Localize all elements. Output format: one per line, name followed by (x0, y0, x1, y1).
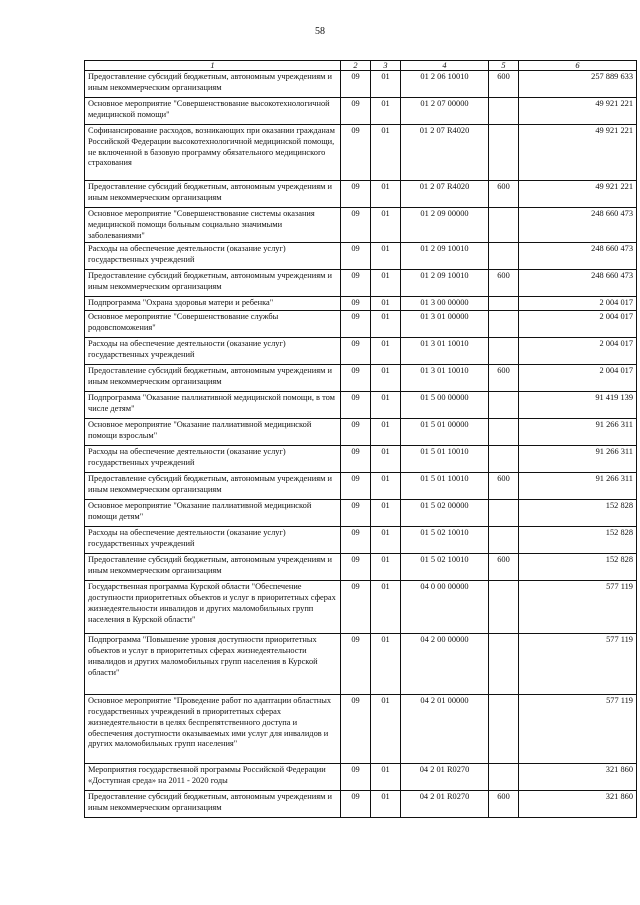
row-name-cell: Предоставление субсидий бюджетным, автономным учреждениям и иным некоммерческим организациям (85, 473, 341, 500)
row-name-cell: Предоставление субсидий бюджетным, автономным учреждениям и иным некоммерческим организациям (85, 554, 341, 581)
row-target-cell: 01 5 00 00000 (401, 392, 489, 419)
page-number: 58 (315, 26, 325, 37)
table-header-row (85, 61, 637, 71)
table-row (85, 243, 637, 270)
row-target-cell: 01 2 09 10010 (401, 270, 489, 297)
column-header: 1 (85, 61, 341, 71)
row-name-cell: Предоставление субсидий бюджетным, автономным учреждениям и иным некоммерческим организациям (85, 791, 341, 818)
table-row (85, 181, 637, 208)
row-section-cell: 09 (341, 125, 371, 181)
row-name-cell: Расходы на обеспечение деятельности (оказание услуг) государственных учреждений (85, 446, 341, 473)
row-amount-cell: 91 266 311 (519, 446, 637, 473)
row-expense-type-cell (489, 581, 519, 634)
row-section-cell: 09 (341, 270, 371, 297)
table-row (85, 446, 637, 473)
row-amount-cell: 321 860 (519, 791, 637, 818)
row-target-cell: 01 5 02 10010 (401, 554, 489, 581)
row-name-cell: Расходы на обеспечение деятельности (оказание услуг) государственных учреждений (85, 338, 341, 365)
row-target-cell: 01 5 01 00000 (401, 419, 489, 446)
table-row (85, 71, 637, 98)
column-header: 5 (489, 61, 519, 71)
row-expense-type-cell: 600 (489, 554, 519, 581)
row-name-cell: Предоставление субсидий бюджетным, автономным учреждениям и иным некоммерческим организациям (85, 181, 341, 208)
table-row (85, 554, 637, 581)
row-target-cell: 01 2 06 10010 (401, 71, 489, 98)
row-subsection-cell: 01 (371, 365, 401, 392)
row-target-cell: 04 2 01 R0270 (401, 764, 489, 791)
row-name-cell: Предоставление субсидий бюджетным, автономным учреждениям и иным некоммерческим организациям (85, 270, 341, 297)
row-target-cell: 01 5 01 10010 (401, 446, 489, 473)
row-target-cell: 01 3 01 10010 (401, 338, 489, 365)
row-subsection-cell: 01 (371, 791, 401, 818)
row-section-cell: 09 (341, 311, 371, 338)
row-expense-type-cell (489, 419, 519, 446)
row-amount-cell: 321 860 (519, 764, 637, 791)
row-name-cell: Предоставление субсидий бюджетным, автономным учреждениям и иным некоммерческим организациям (85, 71, 341, 98)
row-expense-type-cell: 600 (489, 473, 519, 500)
table-row (85, 297, 637, 311)
row-expense-type-cell (489, 98, 519, 125)
row-subsection-cell: 01 (371, 419, 401, 446)
row-name-cell: Государственная программа Курской области "Обеспечение доступности приоритетных объектов и услуг в приоритетных сферах жизнедеятельности инвалидов и других маломобильных групп населения в Курской области" (85, 581, 341, 634)
row-name-cell: Основное мероприятие "Совершенствование службы родовспоможения" (85, 311, 341, 338)
row-target-cell: 01 5 02 10010 (401, 527, 489, 554)
row-subsection-cell: 01 (371, 581, 401, 634)
row-subsection-cell: 01 (371, 338, 401, 365)
row-expense-type-cell (489, 695, 519, 764)
row-section-cell: 09 (341, 634, 371, 695)
row-section-cell: 09 (341, 181, 371, 208)
row-expense-type-cell (489, 243, 519, 270)
table-row (85, 311, 637, 338)
table-row (85, 764, 637, 791)
row-amount-cell: 152 828 (519, 527, 637, 554)
row-amount-cell: 577 119 (519, 634, 637, 695)
table-row (85, 98, 637, 125)
row-subsection-cell: 01 (371, 392, 401, 419)
row-name-cell: Основное мероприятие "Проведение работ по адаптации областных государственных учреждений в приоритетных сферах жизнедеятельности в целях беспрепятственного доступа и обеспечения доступности оказываемых ими услуг для инвалидов и других маломобильных групп населения" (85, 695, 341, 764)
row-section-cell: 09 (341, 98, 371, 125)
row-section-cell: 09 (341, 297, 371, 311)
row-amount-cell: 152 828 (519, 500, 637, 527)
row-expense-type-cell: 600 (489, 365, 519, 392)
row-subsection-cell: 01 (371, 311, 401, 338)
row-amount-cell: 2 004 017 (519, 365, 637, 392)
row-section-cell: 09 (341, 791, 371, 818)
row-amount-cell: 248 660 473 (519, 208, 637, 243)
row-target-cell: 01 2 07 R4020 (401, 181, 489, 208)
row-section-cell: 09 (341, 419, 371, 446)
row-subsection-cell: 01 (371, 527, 401, 554)
row-target-cell: 04 0 00 00000 (401, 581, 489, 634)
table-row (85, 473, 637, 500)
row-name-cell: Основное мероприятие "Оказание паллиативной медицинской помощи взрослым" (85, 419, 341, 446)
row-amount-cell: 152 828 (519, 554, 637, 581)
row-expense-type-cell: 600 (489, 181, 519, 208)
row-name-cell: Софинансирование расходов, возникающих при оказании гражданам Российской Федерации высокотехнологичной медицинской помощи, не включенной в базовую программу обязательного медицинского страхования (85, 125, 341, 181)
row-amount-cell: 248 660 473 (519, 270, 637, 297)
row-subsection-cell: 01 (371, 243, 401, 270)
column-header: 3 (371, 61, 401, 71)
row-name-cell: Основное мероприятие "Совершенствование высокотехнологичной медицинской помощи" (85, 98, 341, 125)
row-name-cell: Подпрограмма "Повышение уровня доступности приоритетных объектов и услуг в приоритетных сферах жизнедеятельности инвалидов и других маломобильных групп населения в Курской области" (85, 634, 341, 695)
row-subsection-cell: 01 (371, 71, 401, 98)
row-section-cell: 09 (341, 446, 371, 473)
row-amount-cell: 577 119 (519, 581, 637, 634)
row-target-cell: 01 2 09 10010 (401, 243, 489, 270)
row-subsection-cell: 01 (371, 446, 401, 473)
row-subsection-cell: 01 (371, 208, 401, 243)
row-target-cell: 01 3 01 10010 (401, 365, 489, 392)
row-amount-cell: 2 004 017 (519, 338, 637, 365)
table-row (85, 365, 637, 392)
table-row (85, 500, 637, 527)
column-header: 4 (401, 61, 489, 71)
table-row (85, 338, 637, 365)
row-subsection-cell: 01 (371, 270, 401, 297)
row-target-cell: 01 2 09 00000 (401, 208, 489, 243)
row-name-cell: Основное мероприятие "Совершенствование системы оказания медицинской помощи больным социально значимыми заболеваниями" (85, 208, 341, 243)
row-section-cell: 09 (341, 338, 371, 365)
row-expense-type-cell (489, 208, 519, 243)
row-expense-type-cell (489, 297, 519, 311)
row-subsection-cell: 01 (371, 695, 401, 764)
row-amount-cell: 577 119 (519, 695, 637, 764)
row-amount-cell: 2 004 017 (519, 297, 637, 311)
row-expense-type-cell (489, 125, 519, 181)
table-row (85, 125, 637, 181)
table-row (85, 208, 637, 243)
row-amount-cell: 257 889 633 (519, 71, 637, 98)
row-section-cell: 09 (341, 500, 371, 527)
row-target-cell: 01 5 01 10010 (401, 473, 489, 500)
table-row (85, 791, 637, 818)
row-amount-cell: 91 266 311 (519, 419, 637, 446)
table-row (85, 270, 637, 297)
row-amount-cell: 49 921 221 (519, 181, 637, 208)
row-name-cell: Основное мероприятие "Оказание паллиативной медицинской помощи детям" (85, 500, 341, 527)
row-subsection-cell: 01 (371, 297, 401, 311)
table-row (85, 634, 637, 695)
row-expense-type-cell (489, 338, 519, 365)
table-row (85, 581, 637, 634)
row-subsection-cell: 01 (371, 473, 401, 500)
row-expense-type-cell: 600 (489, 71, 519, 98)
row-amount-cell: 248 660 473 (519, 243, 637, 270)
row-expense-type-cell (489, 634, 519, 695)
row-name-cell: Расходы на обеспечение деятельности (оказание услуг) государственных учреждений (85, 527, 341, 554)
column-header: 6 (519, 61, 637, 71)
row-section-cell: 09 (341, 365, 371, 392)
row-subsection-cell: 01 (371, 634, 401, 695)
row-name-cell: Мероприятия государственной программы Российской Федерации «Доступная среда» на 2011 - 2020 годы (85, 764, 341, 791)
row-expense-type-cell (489, 527, 519, 554)
row-section-cell: 09 (341, 695, 371, 764)
row-target-cell: 04 2 00 00000 (401, 634, 489, 695)
row-section-cell: 09 (341, 554, 371, 581)
row-subsection-cell: 01 (371, 500, 401, 527)
row-section-cell: 09 (341, 473, 371, 500)
row-amount-cell: 91 266 311 (519, 473, 637, 500)
row-target-cell: 01 3 00 00000 (401, 297, 489, 311)
row-section-cell: 09 (341, 581, 371, 634)
budget-table (84, 60, 637, 818)
row-expense-type-cell: 600 (489, 270, 519, 297)
row-name-cell: Предоставление субсидий бюджетным, автономным учреждениям и иным некоммерческим организациям (85, 365, 341, 392)
table-row (85, 695, 637, 764)
row-name-cell: Расходы на обеспечение деятельности (оказание услуг) государственных учреждений (85, 243, 341, 270)
row-name-cell: Подпрограмма "Оказание паллиативной медицинской помощи, в том числе детям" (85, 392, 341, 419)
row-subsection-cell: 01 (371, 554, 401, 581)
table-row (85, 527, 637, 554)
row-subsection-cell: 01 (371, 125, 401, 181)
row-amount-cell: 91 419 139 (519, 392, 637, 419)
row-subsection-cell: 01 (371, 181, 401, 208)
row-section-cell: 09 (341, 527, 371, 554)
row-expense-type-cell (489, 446, 519, 473)
row-name-cell: Подпрограмма "Охрана здоровья матери и ребенка" (85, 297, 341, 311)
table-row (85, 419, 637, 446)
table-row (85, 392, 637, 419)
row-target-cell: 01 5 02 00000 (401, 500, 489, 527)
column-header: 2 (341, 61, 371, 71)
row-section-cell: 09 (341, 71, 371, 98)
table-body (85, 71, 637, 818)
row-amount-cell: 49 921 221 (519, 98, 637, 125)
row-expense-type-cell (489, 311, 519, 338)
row-expense-type-cell (489, 764, 519, 791)
row-target-cell: 01 2 07 R4020 (401, 125, 489, 181)
row-target-cell: 04 2 01 00000 (401, 695, 489, 764)
row-expense-type-cell: 600 (489, 791, 519, 818)
row-target-cell: 04 2 01 R0270 (401, 791, 489, 818)
row-subsection-cell: 01 (371, 764, 401, 791)
row-expense-type-cell (489, 392, 519, 419)
row-target-cell: 01 3 01 00000 (401, 311, 489, 338)
row-amount-cell: 2 004 017 (519, 311, 637, 338)
row-amount-cell: 49 921 221 (519, 125, 637, 181)
row-subsection-cell: 01 (371, 98, 401, 125)
row-expense-type-cell (489, 500, 519, 527)
row-target-cell: 01 2 07 00000 (401, 98, 489, 125)
row-section-cell: 09 (341, 208, 371, 243)
row-section-cell: 09 (341, 243, 371, 270)
row-section-cell: 09 (341, 392, 371, 419)
row-section-cell: 09 (341, 764, 371, 791)
